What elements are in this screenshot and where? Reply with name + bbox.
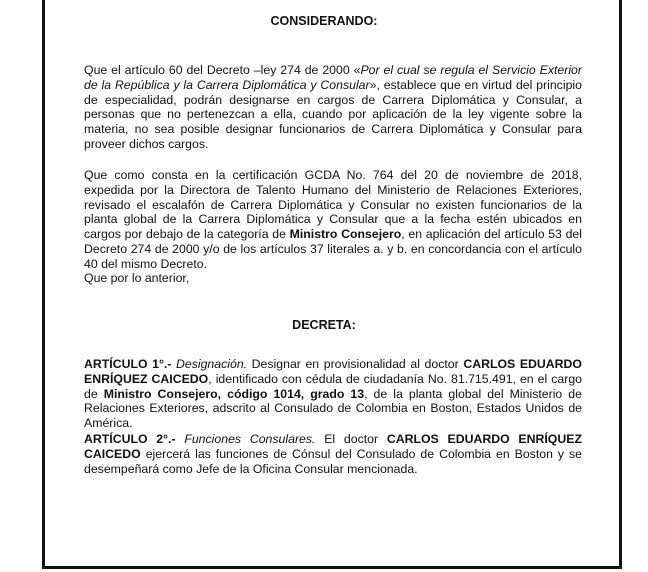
category-bold: Ministro Consejero xyxy=(289,227,402,242)
article-1-cargo: Ministro Consejero, código 1014, grado 13 xyxy=(103,386,365,401)
p2-text-b: , en aplicación del artículo 53 del Decreto 274 de 2000 y/o de los artículos 37 literales a. y b. en concordancia con el artículo 40 del mismo Decreto. xyxy=(84,227,582,271)
decree-title-italic: Por el cual se regula el Servicio Exterior de la República y la Carrera Diplomática y Consular xyxy=(84,63,582,92)
p2-text-a: Que como consta en la certificación GCDA No. 764 del 20 de noviembre de 2018, expedida por la Directora de Talento Humano del Ministerio de Relaciones Exteriores, revisado el escalafón de Carrera Diplomática y Consular no existen funcionarios de la planta global de la Carrera Diplomática y Consular que a la fecha estén ubicados en cargos por debajo de la categoría de xyxy=(84,168,582,242)
article-1-text-c: , de la planta global del Ministerio de Relaciones Exteriores, adscrito al Consulado de Colombia en Boston, Estados Unidos de América. xyxy=(84,386,582,431)
article-1-text-a: Designar en provisionalidad al doctor xyxy=(247,357,464,371)
article-1 xyxy=(84,357,582,431)
article-2-title: Funciones Consulares. xyxy=(184,432,316,446)
article-2 xyxy=(84,432,582,476)
article-1-label: ARTÍCULO 1°.- xyxy=(84,357,172,371)
considerando-heading: CONSIDERANDO: xyxy=(270,14,378,28)
article-1-person-name: CARLOS EDUARDO ENRÍQUEZ CAICEDO xyxy=(84,357,582,386)
decreta-heading: DECRETA: xyxy=(292,318,356,332)
article-2-person-name: CARLOS EDUARDO ENRÍQUEZ CAICEDO xyxy=(84,432,582,461)
considerando-paragraph-3: Que por lo anterior, xyxy=(84,271,190,285)
p1-text-b: », establece que en virtud del principio de especialidad, podrán designarse en cargos de Carrera Diplomática y Consular, a personas que no pertenezcan a ella, cuando por aplicación de la ley vigente sobre la materia, no sea posible designar funcionarios de Carrera Diplomática y Consular para proveer dichos cargos. xyxy=(84,77,582,151)
article-1-text-b: , identificado con cédula de ciudadanía No. 81.715.491, en el cargo de xyxy=(84,371,582,401)
considerando-paragraph-1 xyxy=(84,63,582,152)
article-2-text-b: ejercerá las funciones de Cónsul del Consulado de Colombia en Boston y se desempeñará como Jefe de la Oficina Consular mencionada. xyxy=(84,446,582,476)
p1-text-a: Que el artículo 60 del Decreto –ley 274 de 2000 « xyxy=(84,63,361,77)
considerando-paragraph-2 xyxy=(84,168,582,272)
article-2-text-a: El doctor xyxy=(315,432,387,446)
article-1-title: Designación. xyxy=(175,357,248,371)
article-2-label: ARTÍCULO 2°.- xyxy=(84,432,176,446)
